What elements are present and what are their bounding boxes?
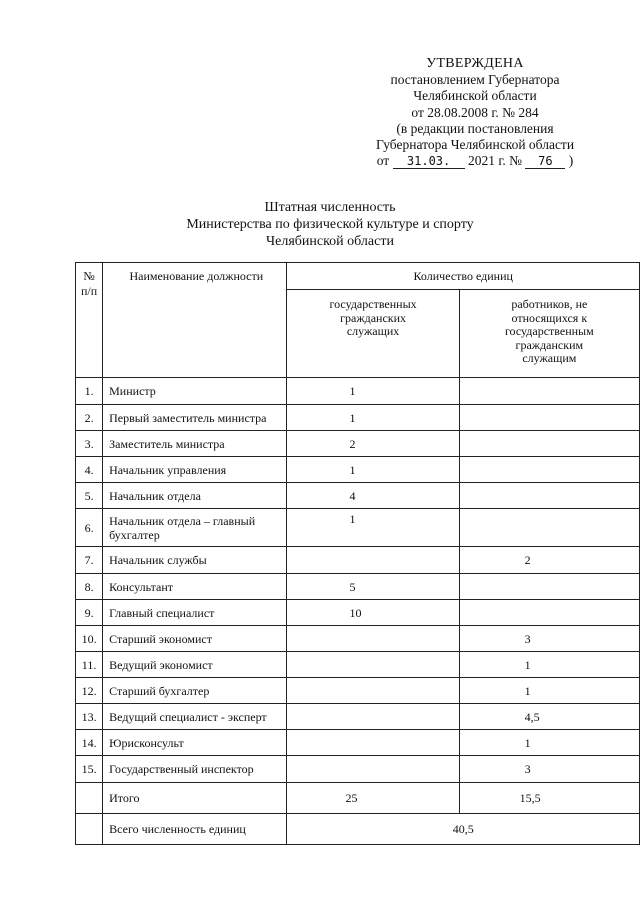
other-count bbox=[459, 509, 639, 547]
grand-total-row bbox=[76, 814, 640, 845]
position-name: Старший экономист bbox=[103, 626, 287, 652]
table-row bbox=[76, 509, 640, 547]
table-row bbox=[76, 547, 640, 574]
civil-count: 1 bbox=[287, 457, 459, 483]
grand-label: Всего численность единиц bbox=[103, 814, 287, 845]
other-count bbox=[459, 483, 639, 509]
civil-count bbox=[287, 704, 459, 730]
other-count: 4,5 bbox=[459, 704, 639, 730]
civil-count: 2 bbox=[287, 431, 459, 457]
position-name: Старший бухгалтер bbox=[103, 678, 287, 704]
other-count: 3 bbox=[459, 626, 639, 652]
approval-line: от 28.08.2008 г. № 284 bbox=[411, 104, 539, 120]
table-row bbox=[76, 756, 640, 783]
position-name: Ведущий экономист bbox=[103, 652, 287, 678]
header-number: № п/п bbox=[76, 263, 103, 378]
civil-count bbox=[287, 756, 459, 783]
civil-count bbox=[287, 652, 459, 678]
civil-count: 1 bbox=[287, 378, 459, 405]
civil-count: 10 bbox=[287, 600, 459, 626]
civil-count bbox=[287, 678, 459, 704]
civil-count bbox=[287, 626, 459, 652]
row-number: 9. bbox=[76, 600, 103, 626]
position-name: Консультант bbox=[103, 574, 287, 600]
civil-count: 4 bbox=[287, 483, 459, 509]
header-quantity: Количество единиц bbox=[287, 263, 640, 290]
row-number: 14. bbox=[76, 730, 103, 756]
table-row bbox=[76, 483, 640, 509]
document-title: Штатная численность Министерства по физической культуре и спорту Челябинской области bbox=[186, 200, 474, 249]
table-row bbox=[76, 600, 640, 626]
approval-heading: УТВЕРЖДЕНА bbox=[426, 56, 524, 71]
row-number: 12. bbox=[76, 678, 103, 704]
approval-line: Губернатора Челябинской области bbox=[375, 137, 575, 153]
other-count bbox=[459, 431, 639, 457]
table-row bbox=[76, 704, 640, 730]
table-row bbox=[76, 730, 640, 756]
position-name: Главный специалист bbox=[103, 600, 287, 626]
row-number: 4. bbox=[76, 457, 103, 483]
grand-number bbox=[76, 814, 103, 845]
other-count: 1 bbox=[459, 652, 639, 678]
other-count bbox=[459, 600, 639, 626]
total-label: Итого bbox=[103, 783, 287, 814]
table-row bbox=[76, 652, 640, 678]
staff-table bbox=[75, 262, 640, 845]
approval-line: Челябинской области bbox=[413, 88, 537, 104]
header-other: работников, не относящихся к государственным гражданским служащим bbox=[459, 290, 639, 378]
row-number: 8. bbox=[76, 574, 103, 600]
total-civil: 25 bbox=[287, 783, 459, 814]
row-number: 6. bbox=[76, 509, 103, 547]
row-number: 1. bbox=[76, 378, 103, 405]
approval-date-line: от 31.03. 2021 г. № 76 ) bbox=[376, 153, 574, 169]
header-civil: государственных гражданских служащих bbox=[287, 290, 459, 378]
row-number: 3. bbox=[76, 431, 103, 457]
civil-count bbox=[287, 547, 459, 574]
number-fill: 76 bbox=[525, 155, 565, 169]
civil-count bbox=[287, 730, 459, 756]
row-number: 13. bbox=[76, 704, 103, 730]
position-name: Начальник отдела – главный бухгалтер bbox=[103, 509, 287, 547]
position-name: Заместитель министра bbox=[103, 431, 287, 457]
row-number: 5. bbox=[76, 483, 103, 509]
total-number bbox=[76, 783, 103, 814]
table-row bbox=[76, 574, 640, 600]
position-name: Начальник управления bbox=[103, 457, 287, 483]
position-name: Начальник отдела bbox=[103, 483, 287, 509]
date-fill: 31.03. bbox=[393, 155, 465, 169]
approval-line: постановлением Губернатора bbox=[390, 72, 560, 88]
table-row bbox=[76, 678, 640, 704]
position-name: Первый заместитель министра bbox=[103, 405, 287, 431]
position-name: Государственный инспектор bbox=[103, 756, 287, 783]
table-row bbox=[76, 626, 640, 652]
other-count bbox=[459, 574, 639, 600]
table-row bbox=[76, 378, 640, 405]
row-number: 10. bbox=[76, 626, 103, 652]
grand-value: 40,5 bbox=[287, 814, 640, 845]
position-name: Начальник службы bbox=[103, 547, 287, 574]
position-name: Ведущий специалист - эксперт bbox=[103, 704, 287, 730]
header-position: Наименование должности bbox=[103, 263, 287, 378]
table-row bbox=[76, 431, 640, 457]
row-number: 2. bbox=[76, 405, 103, 431]
total-row bbox=[76, 783, 640, 814]
row-number: 11. bbox=[76, 652, 103, 678]
other-count: 3 bbox=[459, 756, 639, 783]
position-name: Министр bbox=[103, 378, 287, 405]
civil-count: 5 bbox=[287, 574, 459, 600]
other-count bbox=[459, 378, 639, 405]
approval-stamp bbox=[360, 56, 590, 169]
row-number: 7. bbox=[76, 547, 103, 574]
row-number: 15. bbox=[76, 756, 103, 783]
approval-line: (в редакции постановления bbox=[396, 120, 554, 136]
table-row bbox=[76, 457, 640, 483]
position-name: Юрисконсульт bbox=[103, 730, 287, 756]
other-count bbox=[459, 457, 639, 483]
other-count: 2 bbox=[459, 547, 639, 574]
other-count: 1 bbox=[459, 730, 639, 756]
total-other: 15,5 bbox=[459, 783, 639, 814]
civil-count: 1 bbox=[287, 405, 459, 431]
civil-count: 1 bbox=[287, 509, 459, 547]
table-row bbox=[76, 405, 640, 431]
other-count bbox=[459, 405, 639, 431]
other-count: 1 bbox=[459, 678, 639, 704]
